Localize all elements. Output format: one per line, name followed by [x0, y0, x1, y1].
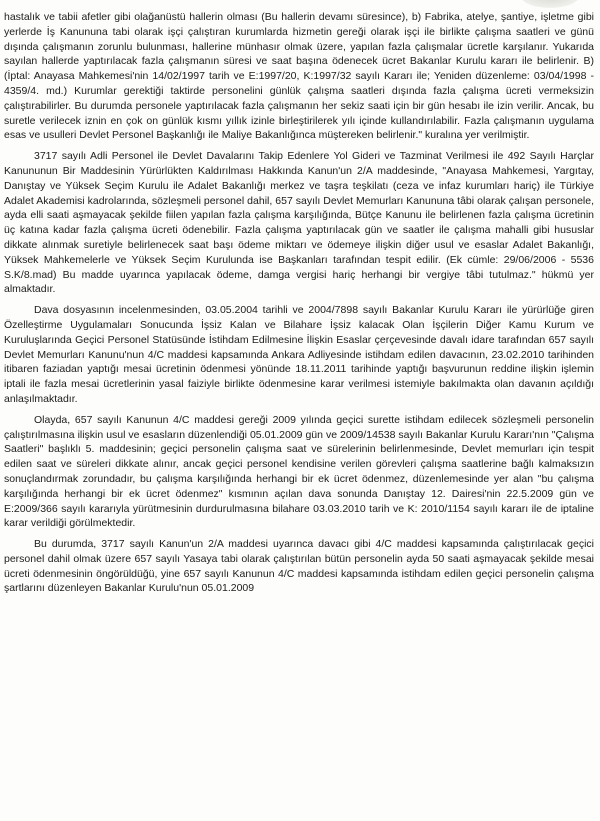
paragraph-case-file: Dava dosyasının incelenmesinden, 03.05.2004 tarihli ve 2004/7898 sayılı Bakanlar Kurulu Kararı ile yürürlüğe giren Özelleştirme Uygulamaları Sonucunda İşsiz Kalan ve Bilahare İşsiz kalacak Olan İşçilerin Diğer Kamu Kurum ve Kuruluşlarında Geçici Personel Statüsünde İstihdam Edilmesine İlişkin Esaslar çerçevesinde davalı idare tarafından 657 sayılı Devlet Memurları Kanunu'nun 4/C maddesi kapsamında Ankara Adliyesinde istihdam edilen davacının, 23.02.2010 tarihinden itibaren faziadan yaptığı mesai ücretinin ödenmesi yönünde 18.11.2011 tarihinde yaptığı başvurunun reddine ilişkin işlemin iptali ile fazla mesai ücretlerinin yasal faiziyle birlikte ödenmesine karar verilmesi istemiyle bakılmakta olan davanın açıldığı anlaşılmaktadır.: [4, 304, 594, 405]
paragraph-law-3717: 3717 sayılı Adli Personel ile Devlet Davalarını Takip Edenlere Yol Gideri ve Tazminat Verilmesi ile 492 Sayılı Harçlar Kanununun Bir Maddesinin Yürürlükten Kaldırılması Hakkında Kanun'un 2/A maddesinde, "Anayasa Mahkemesi, Yargıtay, Danıştay ve Yüksek Seçim Kurulu ile Adalet Bakanlığı merkez ve taşra teşkilatı (ceza ve infaz kurumları hariç) ile Türkiye Adalet Akademisi kadrolarında, sözleşmeli personel dahil, 657 sayılı Devlet Memurları Kanununa tâbi olarak çalışan personele, ayda elli saati aşmayacak şekilde fiilen yapılan fazla çalışma karşılığında, Bütçe Kanunu ile belirlenen fazla çalışma ücretinin üç katına kadar fazla çalışma ücreti ödenebilir. Fazla çalışma yaptırılacak gün ve saatler ile çalışma mahalli gibi hususlar dikkate alınmak suretiyle belirlenecek saat başı ödeme miktarı ve ödemeye ilişkin diğer usul ve esaslar Adalet Bakanlığı, Yüksek Mahkemelerle ve Yüksek Seçim Kurulunda ise Başkanları tarafından tespit edilir. (Ek cümle: 29/06/2006 - 5536 S.K/8.mad) Bu madde uyarınca yapılacak ödeme, damga vergisi hariç herhangi bir vergiye tâbi tutulmaz." hükmü yer almaktadır.: [4, 150, 594, 296]
paragraph-conclusion: Bu durumda, 3717 sayılı Kanun'un 2/A maddesi uyarınca davacı gibi 4/C maddesi kapsamında çalıştırılacak geçici personel dahil olmak üzere 657 sayılı Yasaya tabi olarak çalıştırılan bütün personelin ayda 50 saati aşmayacak şekilde mesai ücreti ödenmesinin öngörüldüğü, yine 657 sayılı Kanunun 4/C maddesi kapsamında istihdam edilen geçici personelin çalışma şartlarını düzenleyen Bakanlar Kurulu'nun 05.01.2009: [4, 538, 594, 595]
paragraph-overtime-rules: hastalık ve tabii afetler gibi olağanüstü hallerin olması (Bu hallerin devamı süresince), b) Fabrika, atelye, şantiye, işletme gibi yerlerde İş Kanununa tabi olarak işçi çalıştıran kurumlarda hizmetin gereği olarak işçi ile birlikte çalışma saatleri ve günü dışında çalışmanın zorunlu bulunması, hallerine münhasır olmak üzere, yapılan fazla çalışmalar ücretle karşılanır. Yukarıda sayılan hallerde yaptırılacak fazla çalışmanın süresi ve saat başına ödenecek ücret Bakanlar Kurulu kararı ile belirlenir. B) (İptal: Anayasa Mahkemesi'nin 14/02/1997 tarih ve E:1997/20, K:1997/32 sayılı Kararı ile; Yeniden düzenleme: 03/04/1998 - 4359/4. md.) Kurumlar gerektiği taktirde personelini günlük çalışma saatleri dışında fazla çalışma ücreti vermeksizin çalıştırabilirler. Bu durumda personele yaptırılacak fazla çalışmanın her sekiz saati için bir gün hesabı ile izin verilir. Ancak, bu suretle verilecek iznin en çok on günlük kısmı yıllık izinle birleştirilerek yılı içinde kullandırılabilir. Fazla çalışmanın uygulama esas ve usulleri Devlet Personel Başkanlığı ile Maliye Bakanlığınca müştereken belirlenir." kuralına yer verilmiştir.: [4, 11, 594, 142]
paragraph-incident: Olayda, 657 sayılı Kanunun 4/C maddesi gereği 2009 yılında geçici surette istihdam edilecek sözleşmeli personelin çalıştırılmasına ilişkin usul ve esasların düzenlendiği 05.01.2009 gün ve 2009/14538 sayılı Bakanlar Kurulu Kararı'nın "Çalışma Saatleri" başlıklı 5. maddesinin; geçici personelin çalışma saat ve sürelerinin belirlenmesinde, Devlet memurları için tespit edilen saat ve süreleri dikkate alınır, ancak geçici personel kendisine verilen görevleri çalışma saatlerine bağlı kalmaksızın sonuçlandırmak zorundadır, bu çalışma karşılığında herhangi bir ek ücret ödenmez, düzenlemesinde yer alan "bu çalışma karşılığında herhangi bir ek ücret ödenmez" kısmının açılan dava sonunda Danıştay 12. Dairesi'nin 22.5.2009 gün ve E:2009/366 sayılı kararıyla yürütmesinin durdurulmasına bilahare 03.03.2010 tarih ve K: 2010/1154 sayılı kararı ile de iptaline karar verildiği görülmektedir.: [4, 413, 594, 530]
stamp-seal: [520, 0, 580, 8]
document-body: [4, 10, 594, 602]
